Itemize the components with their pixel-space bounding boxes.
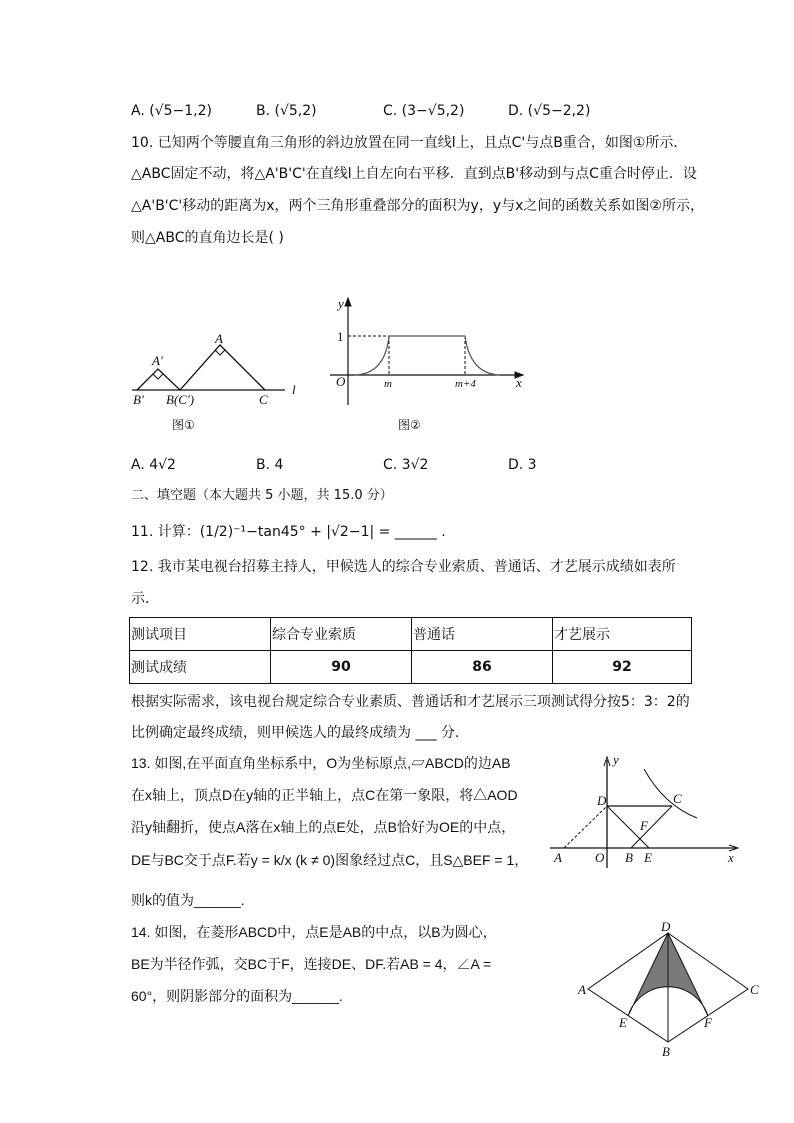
question-11: 11. 计算：(1/2)⁻¹−tan45° + |√2−1| = ______ .	[131, 524, 446, 540]
q13-label: E	[644, 850, 652, 865]
section-title: 二、填空题（本大题共 5 小题，共 15.0 分）	[131, 488, 393, 503]
q9-option-a: A. (√5−1,2)	[131, 103, 212, 119]
q13-line: 在x轴上，顶点D在y轴的正半轴上，点C在第一象限，将△AOD	[131, 787, 518, 803]
q13-line: 13. 如图,在平面直角坐标系中，O为坐标原点,▱ABCD的边AB	[131, 755, 511, 771]
q13-label: O	[595, 850, 605, 865]
q12-line: 示．	[131, 591, 159, 607]
q13-label: F	[640, 818, 648, 833]
q14-line: BE为半径作弧，交BC于F，连接DE、DF.若AB = 4，∠A =	[131, 956, 492, 972]
fig1-caption: 图①	[172, 418, 195, 432]
q14-label: B	[662, 1044, 670, 1059]
fig1-label: A	[215, 331, 223, 346]
fig1-label: B'	[133, 392, 144, 407]
q12-line: 根据实际需求，该电视台规定综合专业素质、普通话和才艺展示三项测试得分按5：3：2的	[131, 694, 690, 710]
q13-label: x	[728, 850, 734, 865]
q10-option-d: D. 3	[508, 457, 537, 473]
q13-line: 沿y轴翻折，使点A落在x轴上的点E处，点B恰好为OE的中点，	[131, 819, 516, 835]
fig1-label: l	[292, 382, 296, 397]
q14-label: A	[578, 982, 586, 997]
fig2-label: x	[516, 375, 522, 390]
q12-line: 12. 我市某电视台招募主持人，甲候选人的综合专业索质、普通话、才艺展示成绩如表所	[131, 559, 676, 575]
q14-label: C	[750, 982, 759, 997]
table-cell: 90	[271, 651, 412, 684]
fig2-caption: 图②	[398, 418, 421, 432]
fig2-label: O	[336, 374, 346, 389]
table-header-row	[130, 618, 692, 651]
table-cell: 才艺展示	[553, 618, 692, 651]
q9-option-b: B. (√5,2)	[256, 103, 317, 119]
q13-figure-group	[550, 752, 738, 868]
q13-line: 则k的值为______.	[131, 892, 245, 908]
table-cell: 测试项目	[130, 618, 271, 651]
q14-label: E	[619, 1015, 627, 1030]
q10-line: △A'B'C'移动的距离为x，两个三角形重叠部分的面积为y，y与x之间的函数关系如图②所示，	[131, 198, 704, 214]
q9-option-c: C. (3−√5,2)	[383, 103, 465, 119]
fig1-label: C	[259, 392, 268, 407]
table-cell: 86	[412, 651, 553, 684]
q14-label: D	[661, 919, 671, 934]
fig1-label: B(C')	[166, 392, 195, 407]
q14-figure	[588, 933, 748, 1042]
fig2-label: y	[338, 296, 344, 311]
fig2-label: m+4	[455, 378, 476, 390]
q14-figure-group	[577, 919, 759, 1059]
table-cell: 测试成绩	[130, 651, 271, 684]
table-cell: 92	[553, 651, 692, 684]
q10-option-c: C. 3√2	[383, 457, 429, 473]
table-row	[130, 651, 692, 684]
q10-option-b: B. 4	[256, 457, 284, 473]
score-table	[129, 617, 692, 684]
table-cell: 综合专业索质	[271, 618, 412, 651]
q10-line: △ABC固定不动，将△A'B'C'在直线l上自左向右平移．直到点B'移动到与点C重合时停止．设	[131, 166, 697, 182]
q13-label: A	[554, 850, 562, 865]
q9-option-d: D. (√5−2,2)	[508, 103, 591, 119]
q12-line: 比例确定最终成绩，则甲候选人的最终成绩为 ___ 分.	[131, 725, 460, 741]
q10-option-a: A. 4√2	[131, 457, 176, 473]
fig2-label: m	[384, 378, 392, 390]
q14-line: 14. 如图，在菱形ABCD中，点E是AB的中点，以B为圆心，	[131, 924, 497, 940]
fig2-label: 1	[337, 329, 344, 344]
q13-line: DE与BC交于点F.若y = k/x (k ≠ 0)图象经过点C，且S△BEF = 1，	[131, 852, 529, 868]
q14-line: 60°，则阴影部分的面积为______.	[131, 988, 343, 1004]
q13-label: B	[625, 850, 633, 865]
fig1-label: A'	[152, 353, 163, 368]
q13-label: C	[673, 791, 682, 806]
q13-label: y	[613, 752, 619, 767]
q13-label: D	[597, 793, 607, 808]
q14-label: F	[704, 1015, 712, 1030]
q10-line: 则△ABC的直角边长是( )	[131, 230, 284, 246]
figure-2-graph	[330, 298, 523, 405]
q10-line: 10. 已知两个等腰直角三角形的斜边放置在同一直线l上，且点C'与点B重合，如图①所示．	[131, 135, 688, 151]
table-cell: 普通话	[412, 618, 553, 651]
